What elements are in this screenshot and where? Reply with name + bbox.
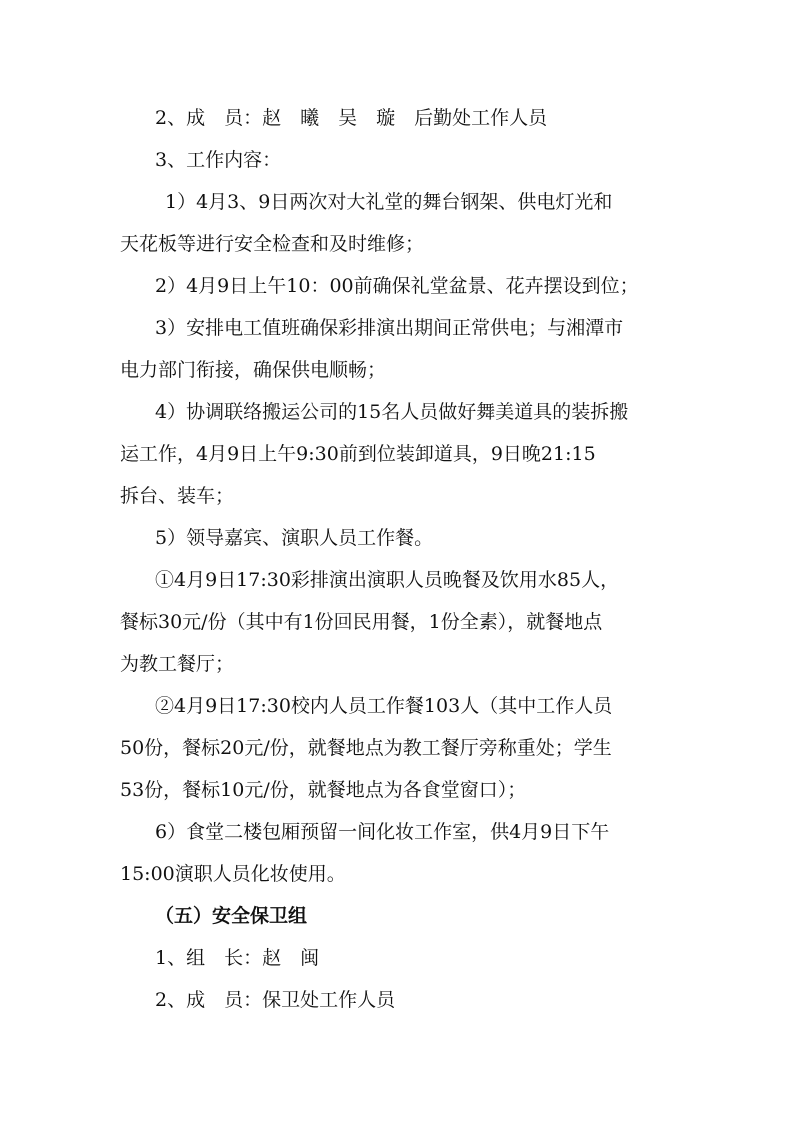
text-line-item-6-cont: 15:00演职人员化妆使用。 [120,863,346,885]
text-line-item-5: 5）领导嘉宾、演职人员工作餐。 [155,527,434,549]
text-line-item-4: 4）协调联络搬运公司的15名人员做好舞美道具的装拆搬 [155,401,629,423]
text-line-security-members: 2、成 员：保卫处工作人员 [155,989,396,1011]
text-line-item-4-cont-2: 拆台、装车； [120,485,235,507]
text-line-item-3: 3）安排电工值班确保彩排演出期间正常供电；与湘潭市 [155,317,624,339]
text-line-members-logistics: 2、成 员：赵 曦 吴 璇 后勤处工作人员 [155,107,548,129]
text-line-item-1: 1）4月3、9日两次对大礼堂的舞台钢架、供电灯光和 [165,191,613,213]
text-line-item-5-sub-2-cont-2: 53份，餐标10元/份，就餐地点为各食堂窗口）； [120,779,527,801]
text-line-security-leader: 1、组 长：赵 闽 [155,947,320,969]
text-line-item-5-sub-2: ②4月9日17:30校内人员工作餐103人（其中工作人员 [155,695,613,717]
text-line-item-5-sub-1-cont-2: 为教工餐厅； [120,653,235,675]
text-line-item-5-sub-1-cont-1: 餐标30元/份（其中有1份回民用餐，1份全素），就餐地点 [120,611,603,633]
text-line-item-1-cont: 天花板等进行安全检查和及时维修； [120,233,425,255]
text-line-item-4-cont-1: 运工作，4月9日上午9:30前到位装卸道具，9日晚21:15 [120,443,596,465]
text-line-work-content-heading: 3、工作内容： [155,149,282,171]
text-line-item-2: 2）4月9日上午10：00前确保礼堂盆景、花卉摆设到位； [155,275,639,297]
section-heading-security: （五）安全保卫组 [155,905,308,927]
text-line-item-6: 6）食堂二楼包厢预留一间化妆工作室，供4月9日下午 [155,821,610,843]
text-line-item-3-cont: 电力部门衔接，确保供电顺畅； [120,359,387,381]
text-line-item-5-sub-1: ①4月9日17:30彩排演出演职人员晚餐及饮用水85人， [155,569,620,591]
text-line-item-5-sub-2-cont-1: 50份，餐标20元/份，就餐地点为教工餐厅旁称重处；学生 [120,737,612,759]
